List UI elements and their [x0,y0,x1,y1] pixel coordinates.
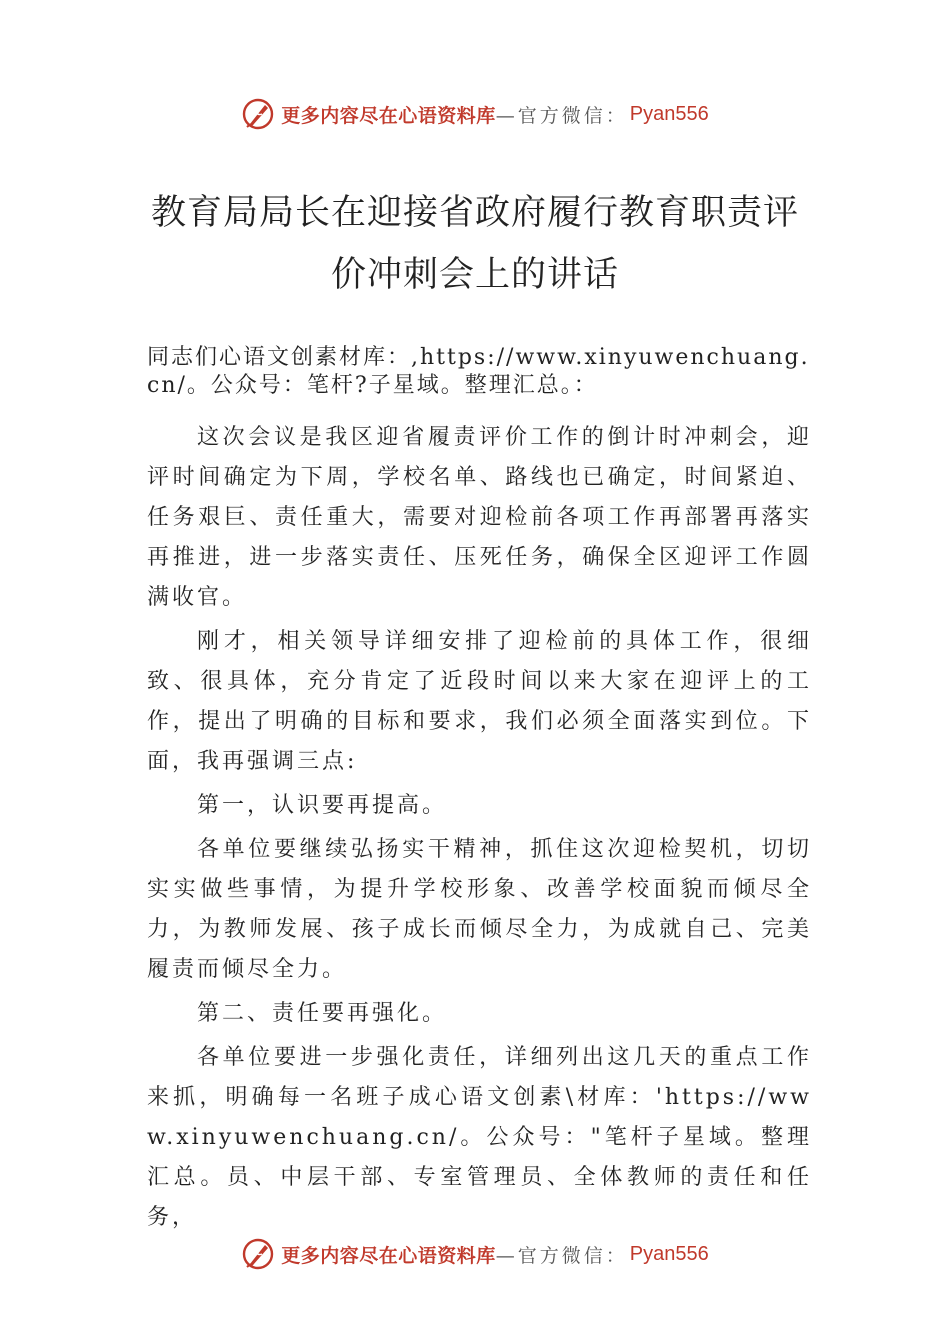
quill-pen-logo-icon [241,1237,275,1271]
footer-site-name: 更多内容尽在心语资料库 [281,1244,496,1267]
footer-banner [0,1234,950,1274]
section-heading: 第一，认识要再提高。 [197,793,448,818]
body-paragraph: 这次会议是我区迎省履责评价工作的倒计时冲刺会，迎评时间确定为下周，学校名单、路线也已确定，时间紧迫、 任务艰巨、责任重大，需要对迎检前各项工作再部署再落实再推进，进一步落实责任、压死任务，确保全区迎评工作圆满收官。 [147,425,812,610]
body-paragraph: 各单位要进一步强化责任，详细列出这几天的重点工作来抓，明确每一名班子成心语文创素\材库：'https://www.xinyuwenchuang.cn/。公众号："笔杆子星域。整理汇总。员、中层干部、专室管理员、全体教师的责任和任务， [147,1045,812,1230]
document-title: 教育局局长在迎接省政府履行教育职责评价冲刺会上的讲话 [150,193,799,295]
footer-wechat-id: Pyan556 [629,1242,709,1265]
document-body [147,344,812,1242]
section-heading: 第二、责任要再强化。 [197,1001,448,1026]
intro-line: 同志们心语文创素材库：,https://www.xinyuwenchuang.cn/。公众号：笔杆?子星域。整理汇总。： [147,345,810,398]
banner-wechat-label: —官方微信： [495,104,628,127]
body-paragraph: 刚才，相关领导详细安排了迎检前的具体工作，很细致、很具体，充分肯定了近段时间以来大家在迎评上的工作，提出了明确的目标和要求，我们必须全面落实到位。下面，我再强调三点: [147,629,812,774]
banner-wechat-id: Pyan556 [629,102,709,125]
body-paragraph: 各单位要继续弘扬实干精神，抓住这次迎检契机，切切实实做些事情，为提升学校形象、改善学校面貌而倾尽全力，为教师发展、孩子成长而倾尽全力，为成就自己、完美履责而倾尽全力。 [147,837,812,982]
footer-wechat-label: —官方微信： [495,1244,628,1267]
quill-pen-logo-icon [241,97,275,131]
banner-site-name: 更多内容尽在心语资料库 [281,104,496,127]
header-banner [0,94,950,134]
